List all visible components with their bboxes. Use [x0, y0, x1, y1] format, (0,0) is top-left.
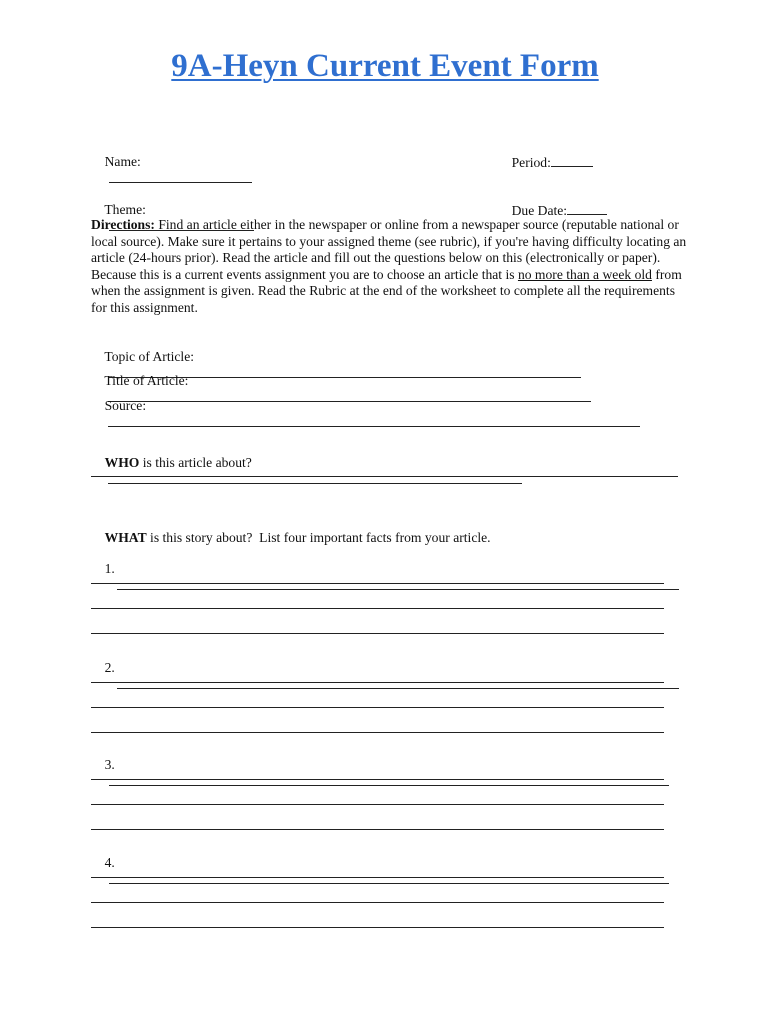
fact-4-line-3[interactable] [91, 902, 664, 903]
fact-3-line-2[interactable] [91, 779, 664, 780]
fact-3-line-3[interactable] [91, 804, 664, 805]
fact-3-row [91, 741, 669, 806]
who-question: is this article about? [139, 455, 252, 470]
fact-3-line-4[interactable] [91, 829, 664, 830]
fact-1-line-4[interactable] [91, 633, 664, 634]
article-title-label: Title of Article: [104, 373, 189, 388]
fact-4-line-2[interactable] [91, 877, 664, 878]
source-row [91, 382, 640, 447]
fact-4-number: 4. [104, 855, 115, 870]
fact-1-line-3[interactable] [91, 608, 664, 609]
fact-1-line-2[interactable] [91, 583, 664, 584]
name-field[interactable] [109, 170, 252, 183]
directions-text-after: from when the assignment is given. Read the Rubric at the end of the worksheet to complete all the requirements for this assignment. [91, 266, 682, 315]
fact-2-line-2[interactable] [91, 682, 664, 683]
period-row [498, 138, 593, 187]
source-label: Source: [104, 398, 147, 413]
who-bold: WHO [104, 455, 140, 470]
fact-3-number: 3. [104, 757, 115, 772]
theme-label: Theme: [104, 202, 146, 217]
what-question: is this story about? List four important facts from your article. [146, 530, 491, 545]
who-answer-line[interactable] [91, 476, 678, 477]
what-bold: WHAT [104, 530, 147, 545]
due-date-label: Due Date: [511, 203, 568, 218]
directions-underlined: no more than a week old [517, 266, 652, 282]
directions-text-before: Find an article either in the newspaper or online from a newspaper source (reputable national or local source). Make sure it pertains to your assigned theme (see rubric), if you're having difficulty locating an article (24-hours prior). Read the article and fill out the questions below on this (electronically or paper). Because this is a current events assignment you are to choose an article that is [91, 217, 687, 282]
period-label: Period: [511, 155, 551, 170]
page-title: 9A-Heyn Current Event Form [171, 48, 599, 84]
directions-paragraph [91, 217, 691, 317]
fact-1-row [91, 545, 679, 610]
period-field[interactable] [551, 154, 593, 167]
topic-label: Topic of Article: [104, 349, 195, 364]
source-field[interactable] [108, 414, 640, 427]
fact-1-number: 1. [104, 561, 115, 576]
fact-2-line-4[interactable] [91, 732, 664, 733]
who-row [91, 439, 522, 504]
directions-lead: Directions: [91, 217, 155, 232]
who-field[interactable] [108, 471, 522, 484]
name-label: Name: [104, 154, 141, 169]
fact-2-number: 2. [104, 660, 115, 675]
due-date-field[interactable] [567, 202, 607, 215]
fact-4-line-4[interactable] [91, 927, 664, 928]
fact-4-row [91, 839, 669, 904]
fact-2-row [91, 644, 679, 709]
fact-2-line-3[interactable] [91, 707, 664, 708]
